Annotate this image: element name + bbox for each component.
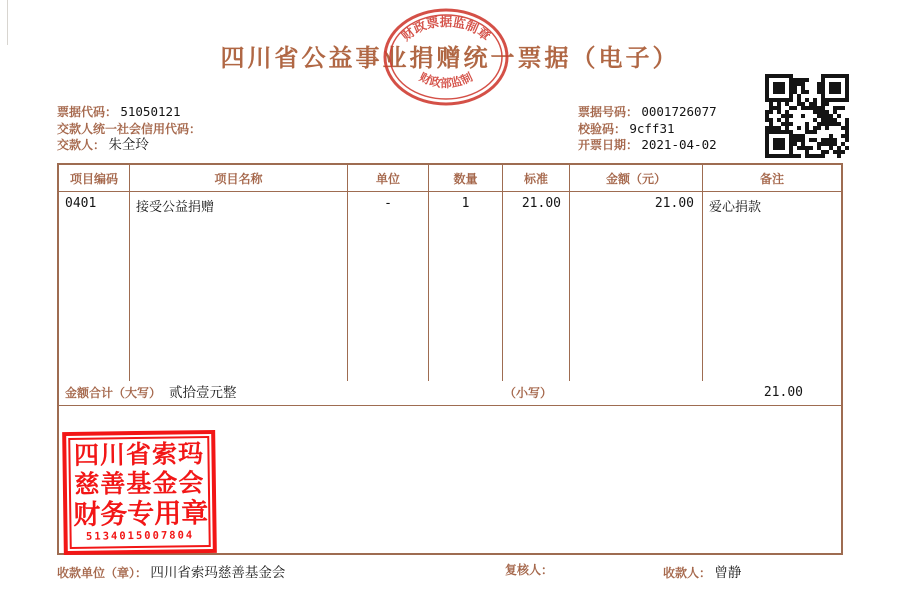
receipt-code-line	[57, 104, 201, 121]
total-row	[59, 381, 841, 406]
payee-unit-label: 收款单位（章）：	[57, 566, 148, 580]
seal-org-line1: 四川省索玛	[73, 440, 205, 470]
cell-amount: 21.00	[570, 192, 703, 381]
svg-text:财政部监制	[417, 69, 475, 90]
payer-credit-code-line	[57, 121, 201, 138]
col-header-unit: 单位	[348, 165, 429, 191]
receipt-number-line	[578, 104, 717, 121]
col-header-item-name: 项目名称	[130, 165, 348, 191]
total-figures-value: 21.00	[763, 385, 803, 400]
col-header-amount: 金额（元）	[570, 165, 703, 191]
cell-item-code: 0401	[59, 192, 130, 381]
seal-purpose-line: 财务专用章	[73, 498, 209, 530]
cell-standard: 21.00	[503, 192, 570, 381]
issue-date-line	[578, 137, 717, 154]
total-words-value: 贰拾壹元整	[169, 385, 237, 400]
total-figures-label: （小写）	[504, 386, 553, 400]
reviewer-line	[505, 561, 553, 578]
cashier-line	[663, 561, 741, 581]
payer-credit-code-label: 交款人统一社会信用代码：	[57, 121, 202, 136]
footer-row	[0, 561, 900, 581]
table-header-row	[59, 165, 841, 192]
header-meta-left	[57, 104, 201, 154]
payer-value: 朱全玲	[108, 137, 149, 152]
cashier-label: 收款人：	[663, 566, 712, 580]
check-code-value: 9cff31	[629, 120, 675, 136]
issue-date-value: 2021-04-02	[641, 137, 717, 152]
finance-seal-inner	[68, 436, 211, 549]
payee-unit-line	[57, 561, 285, 581]
payer-line	[57, 137, 201, 154]
cashier-value: 曾静	[714, 565, 742, 580]
fiscal-supervision-stamp	[382, 7, 510, 108]
oval-stamp-bottom-text: 财政部监制	[417, 71, 475, 90]
oval-stamp-top-text: 财政票据监制章	[399, 15, 493, 44]
cell-quantity: 1	[429, 192, 503, 381]
cell-item-name: 接受公益捐赠	[130, 192, 348, 381]
receipt-code-value: 51050121	[120, 104, 181, 119]
table-row	[59, 192, 841, 381]
col-header-quantity: 数量	[429, 165, 503, 191]
reviewer-label: 复核人：	[505, 563, 554, 577]
cell-note: 爱心捐款	[709, 199, 762, 214]
seal-serial-number: 5134015007804	[85, 529, 195, 543]
receipt-title: 四川省公益事业捐赠统一票据（电子）	[220, 46, 680, 72]
check-code-line	[578, 121, 717, 138]
col-header-item-code: 项目编码	[59, 165, 130, 191]
col-header-standard: 标准	[503, 165, 570, 191]
qr-code	[765, 74, 849, 158]
cell-unit: -	[348, 192, 429, 381]
issue-date-label: 开票日期：	[578, 138, 639, 152]
header-meta-right	[578, 104, 717, 154]
oval-stamp-graphic	[382, 7, 510, 108]
receipt-code-label: 票据代码：	[57, 105, 118, 119]
payee-unit-value: 四川省索玛慈善基金会	[150, 565, 286, 580]
receipt-number-label: 票据号码：	[578, 105, 639, 119]
payer-label: 交款人：	[57, 138, 106, 152]
check-code-label: 校验码：	[578, 121, 627, 136]
seal-org-line2: 慈善基金会	[74, 469, 205, 499]
receipt-number-value: 0001726077	[641, 104, 717, 119]
total-words-label: 金额合计（大写）	[65, 386, 162, 400]
col-header-note: 备注	[759, 171, 784, 186]
finance-seal	[62, 430, 217, 555]
